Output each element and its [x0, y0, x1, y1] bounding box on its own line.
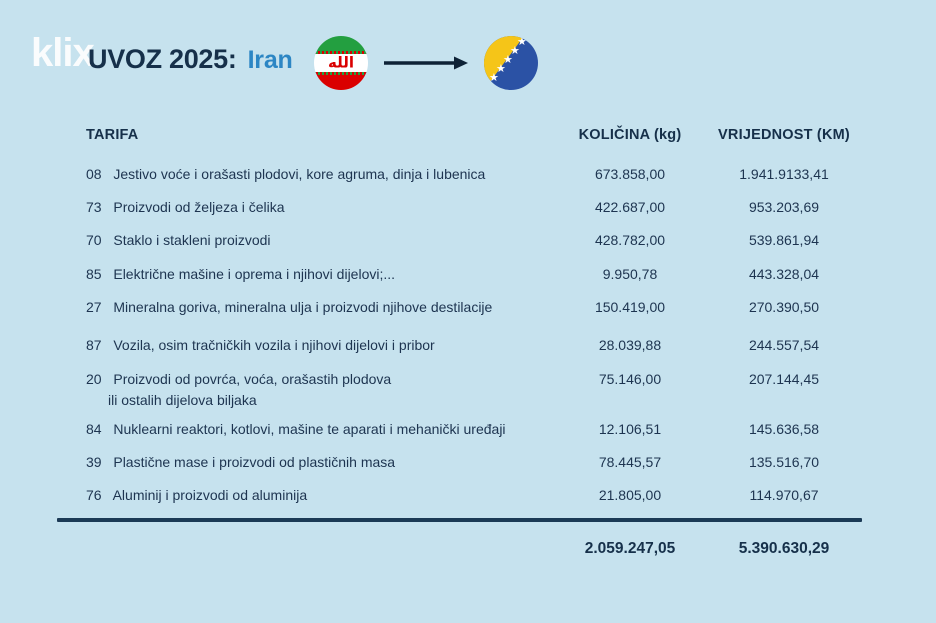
tariff-name: Jestivo voće i orašasti plodovi, kore agruma, dinja i lubenica [113, 166, 486, 182]
table-row [0, 165, 936, 187]
cell-kolicina: 150.419,00 [594, 299, 666, 315]
tariff-name: Mineralna goriva, mineralna ulja i proizvodi njihove destilacije [113, 299, 493, 315]
totals-kolicina: 2.059.247,05 [584, 540, 676, 557]
cell-vrijednost: 145.636,58 [748, 421, 820, 437]
table-row [0, 370, 936, 410]
cell-vrijednost: 207.144,45 [748, 371, 820, 387]
cell-kolicina: 428.782,00 [594, 232, 666, 248]
tariff-code: 76 [86, 487, 102, 503]
cell-tarifa [86, 298, 556, 317]
tariff-code: 73 [86, 199, 102, 215]
table-totals-row [0, 540, 936, 562]
table-row [0, 453, 936, 475]
cell-tarifa [86, 198, 556, 217]
page-title-country: Iran [247, 46, 293, 74]
table-row [0, 420, 936, 442]
tariff-code: 85 [86, 266, 102, 282]
tariff-code: 84 [86, 421, 102, 437]
flag-stars-group [487, 36, 535, 87]
page-header [0, 0, 936, 110]
flag-star: ★ [489, 72, 499, 84]
cell-tarifa [86, 165, 556, 184]
cell-vrijednost: 244.557,54 [748, 337, 820, 353]
table-row [0, 298, 936, 320]
cell-kolicina: 21.805,00 [598, 487, 662, 503]
flag-star: ★ [517, 36, 527, 48]
cell-kolicina: 9.950,78 [602, 266, 658, 282]
tariff-name: Plastične mase i proizvodi od plastičnih masa [113, 454, 396, 470]
iran-flag-icon [314, 36, 368, 90]
tariff-code: 87 [86, 337, 102, 353]
totals-vrijednost: 5.390.630,29 [738, 540, 830, 557]
cell-tarifa [86, 231, 556, 250]
tariff-code: 39 [86, 454, 102, 470]
cell-tarifa [86, 336, 556, 355]
tariff-name: Staklo i stakleni proizvodi [113, 232, 271, 248]
cell-tarifa [86, 265, 556, 284]
flag-star: ★ [496, 63, 506, 75]
cell-vrijednost: 953.203,69 [748, 199, 820, 215]
flag-star: ★ [510, 45, 520, 57]
tariff-name: Električne mašine i oprema i njihovi dijelovi;... [113, 266, 396, 282]
tariff-name: Proizvodi od povrća, voća, orašastih plodova [113, 371, 392, 387]
cell-vrijednost: 539.861,94 [748, 232, 820, 248]
table-footer-divider [57, 518, 862, 522]
tariff-code: 08 [86, 166, 102, 182]
cell-tarifa [86, 420, 556, 439]
iran-emblem-icon: الله [328, 53, 354, 72]
arrow-right-icon [384, 53, 468, 73]
tariff-name-continued: ili ostalih dijelova biljaka [108, 392, 257, 408]
cell-kolicina: 12.106,51 [598, 421, 662, 437]
tariff-code: 70 [86, 232, 102, 248]
column-header-vrijednost: VRIJEDNOST (KM) [718, 127, 850, 143]
tariff-code: 20 [86, 371, 102, 387]
flag-star: ★ [503, 54, 513, 66]
page-title-main: UVOZ 2025: [88, 44, 237, 74]
cell-vrijednost: 443.328,04 [748, 266, 820, 282]
table-row [0, 486, 936, 508]
table-row [0, 231, 936, 253]
cell-tarifa [86, 453, 556, 472]
cell-kolicina: 78.445,57 [598, 454, 662, 470]
flag-kufic-bottom [314, 72, 368, 75]
tariff-name: Vozila, osim tračničkih vozila i njihovi dijelovi i pribor [113, 337, 435, 353]
column-header-kolicina: KOLIČINA (kg) [578, 127, 682, 143]
cell-kolicina: 673.858,00 [594, 166, 666, 182]
page-title [88, 44, 293, 75]
cell-vrijednost: 1.941.9133,41 [739, 166, 829, 182]
table-row [0, 265, 936, 287]
trade-flow-indicator [314, 33, 538, 93]
table-header-row [0, 127, 936, 147]
cell-tarifa [86, 370, 556, 410]
cell-kolicina: 28.039,88 [598, 337, 662, 353]
cell-vrijednost: 114.970,67 [749, 487, 819, 503]
cell-tarifa [86, 486, 556, 505]
bosnia-herzegovina-flag-icon [484, 36, 538, 90]
cell-kolicina: 75.146,00 [598, 371, 662, 387]
table-row [0, 336, 936, 358]
column-header-tarifa: TARIFA [86, 127, 139, 143]
table-row [0, 198, 936, 220]
cell-vrijednost: 135.516,70 [748, 454, 820, 470]
cell-vrijednost: 270.390,50 [748, 299, 820, 315]
tariff-code: 27 [86, 299, 102, 315]
cell-kolicina: 422.687,00 [594, 199, 666, 215]
klix-logo-watermark: klix [31, 31, 94, 75]
tariff-name: Proizvodi od željeza i čelika [113, 199, 285, 215]
tariff-name: Aluminij i proizvodi od aluminija [112, 487, 308, 503]
tariff-name: Nuklearni reaktori, kotlovi, mašine te aparati i mehanički uređaji [113, 421, 506, 437]
